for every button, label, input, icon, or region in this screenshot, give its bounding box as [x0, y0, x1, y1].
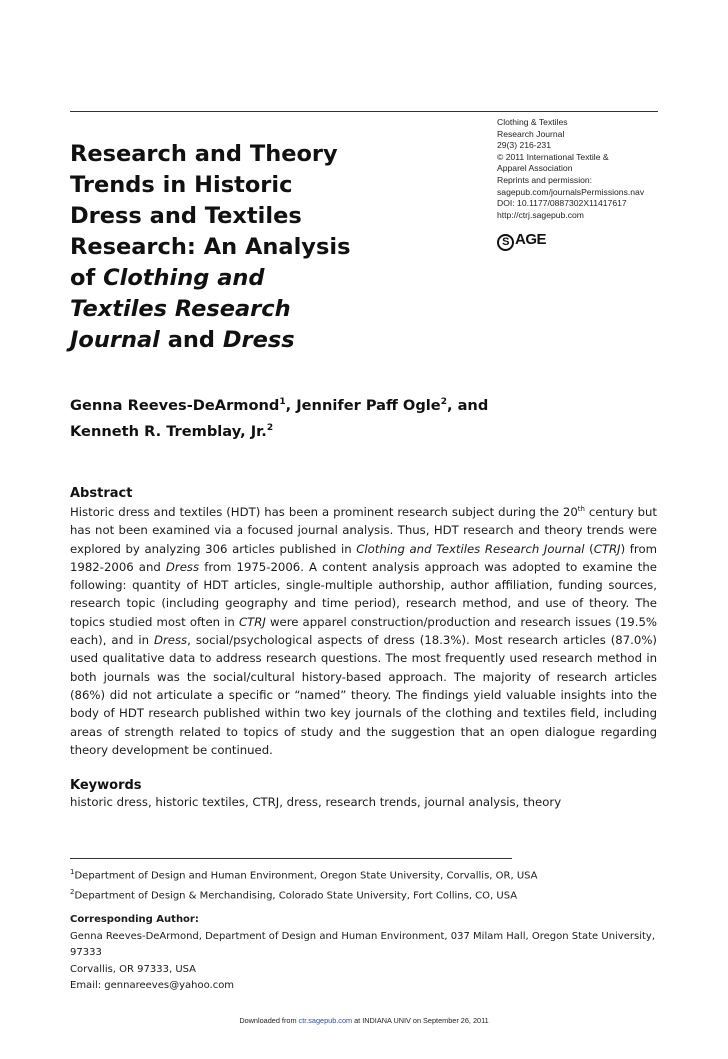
footnote-number: 2 [70, 888, 75, 897]
abstract-text: century but has not been examined via a focused journal analysis. Thus, HDT research and theory trends were explored by analyzing 306 articles published in [70, 505, 658, 556]
affiliation-footnotes [70, 864, 670, 905]
corresponding-email[interactable]: Email: gennareeves@yahoo.com [70, 980, 235, 991]
abstract-italic: Dress [165, 559, 200, 574]
copyright-line: © 2011 International Textile & [497, 151, 609, 162]
journal-url[interactable]: http://ctrj.sagepub.com [497, 209, 584, 220]
author-list [70, 391, 670, 443]
affiliation-marker: 2 [440, 397, 447, 407]
corresponding-author [70, 912, 670, 995]
title-line: and [159, 327, 223, 353]
title-journal-name: Dress [222, 327, 295, 353]
footnote-text: Department of Design & Merchandising, Colorado State University, Fort Collins, CO, USA [74, 890, 518, 902]
reprints-label: Reprints and permission: [497, 174, 593, 185]
footnote-rule [70, 858, 512, 859]
sage-logo-icon: S AGE [497, 231, 546, 251]
header-rule [70, 111, 658, 112]
copyright-line: Apparel Association [497, 163, 573, 174]
abstract-text: ) from 1982-2006 and [70, 541, 657, 574]
author-name: Jennifer Paff Ogle [296, 396, 441, 414]
sage-logo [497, 232, 546, 250]
footnote-text: Department of Design and Human Environment, Oregon State University, Corvallis, OR, USA [74, 870, 538, 882]
download-text: Downloaded from [239, 1016, 299, 1025]
title-line: Trends in Historic [70, 172, 293, 198]
journal-name-line: Research Journal [497, 128, 565, 139]
download-notice [0, 1016, 728, 1025]
permissions-link[interactable]: sagepub.com/journalsPermissions.nav [497, 186, 645, 197]
article-title [70, 139, 480, 356]
corresponding-address: Genna Reeves-DeArmond, Department of Design and Human Environment, 037 Milam Hall, Oregon State University, 97333 [70, 930, 655, 958]
volume-issue-pages: 29(3) 216-231 [497, 140, 551, 151]
doi-line[interactable]: DOI: 10.1177/0887302X11417617 [497, 198, 627, 209]
abstract-body [70, 503, 657, 759]
footnote [70, 864, 670, 884]
abstract-text: ( [584, 541, 594, 556]
abstract-superscript: th [577, 505, 585, 514]
abstract-italic: Clothing and Textiles Research Journal [356, 541, 585, 556]
title-journal-name: Clothing and [103, 265, 265, 291]
title-line: of [70, 265, 104, 291]
abstract-italic: CTRJ [593, 541, 621, 556]
author-separator: , [285, 396, 297, 414]
journal-name-line: Clothing & Textiles [497, 117, 568, 127]
abstract-text: Historic dress and textiles (HDT) has been a prominent research subject during the 20 [70, 505, 578, 519]
download-link[interactable]: ctr.sagepub.com [298, 1016, 353, 1025]
author-separator: , and [446, 396, 489, 414]
abstract-heading: Abstract [70, 486, 133, 501]
title-line: Dress and Textiles [70, 203, 302, 229]
footnote [70, 884, 670, 904]
title-line: Research and Theory [70, 141, 338, 167]
author-name: Genna Reeves-DeArmond [70, 396, 280, 414]
title-line: Research: An Analysis [70, 234, 351, 260]
affiliation-marker: 1 [279, 397, 286, 407]
abstract-italic: CTRJ [238, 614, 266, 629]
keywords-list: historic dress, historic textiles, CTRJ, dress, research trends, journal analysis, theory [70, 795, 562, 809]
keywords-heading: Keywords [70, 778, 142, 793]
footnote-number: 1 [70, 868, 75, 876]
title-journal-name: Journal [70, 327, 160, 353]
abstract-italic: Dress [153, 633, 188, 648]
title-journal-name: Textiles Research [70, 296, 291, 322]
abstract-text: from 1975-2006. A content analysis approach was adopted to examine the following: quantity of HDT articles, single-multiple authorship, author affiliation, funding sources, research topic (including geography and time period), research method, and use of theory. The topics studied most often in [70, 559, 657, 629]
abstract-text: , social/psychological aspects of dress (18.3%). Most research articles (87.0%) used qualitative data to address research questions. The most frequently used research method in both journals was the social/cultural history-based approach. The majority of research articles (86%) did not articulate a specific or “named” theory. The findings yield valuable insights into the body of HDT research published within two key journals of the clothing and textiles field, including areas of strength related to topics of study and the suggestion that an open dialogue regarding theory development be continued. [70, 633, 657, 757]
download-text: at INDIANA UNIV on September 26, 2011 [352, 1016, 489, 1025]
corresponding-address: Corvallis, OR 97333, USA [70, 963, 197, 975]
author-name: Kenneth R. Tremblay, Jr. [70, 422, 267, 440]
journal-metadata [497, 117, 667, 221]
affiliation-marker: 2 [266, 422, 274, 433]
corresponding-label: Corresponding Author: [70, 914, 199, 925]
abstract-text: were apparel construction/production and research issues (19.5% each), and in [70, 614, 657, 648]
